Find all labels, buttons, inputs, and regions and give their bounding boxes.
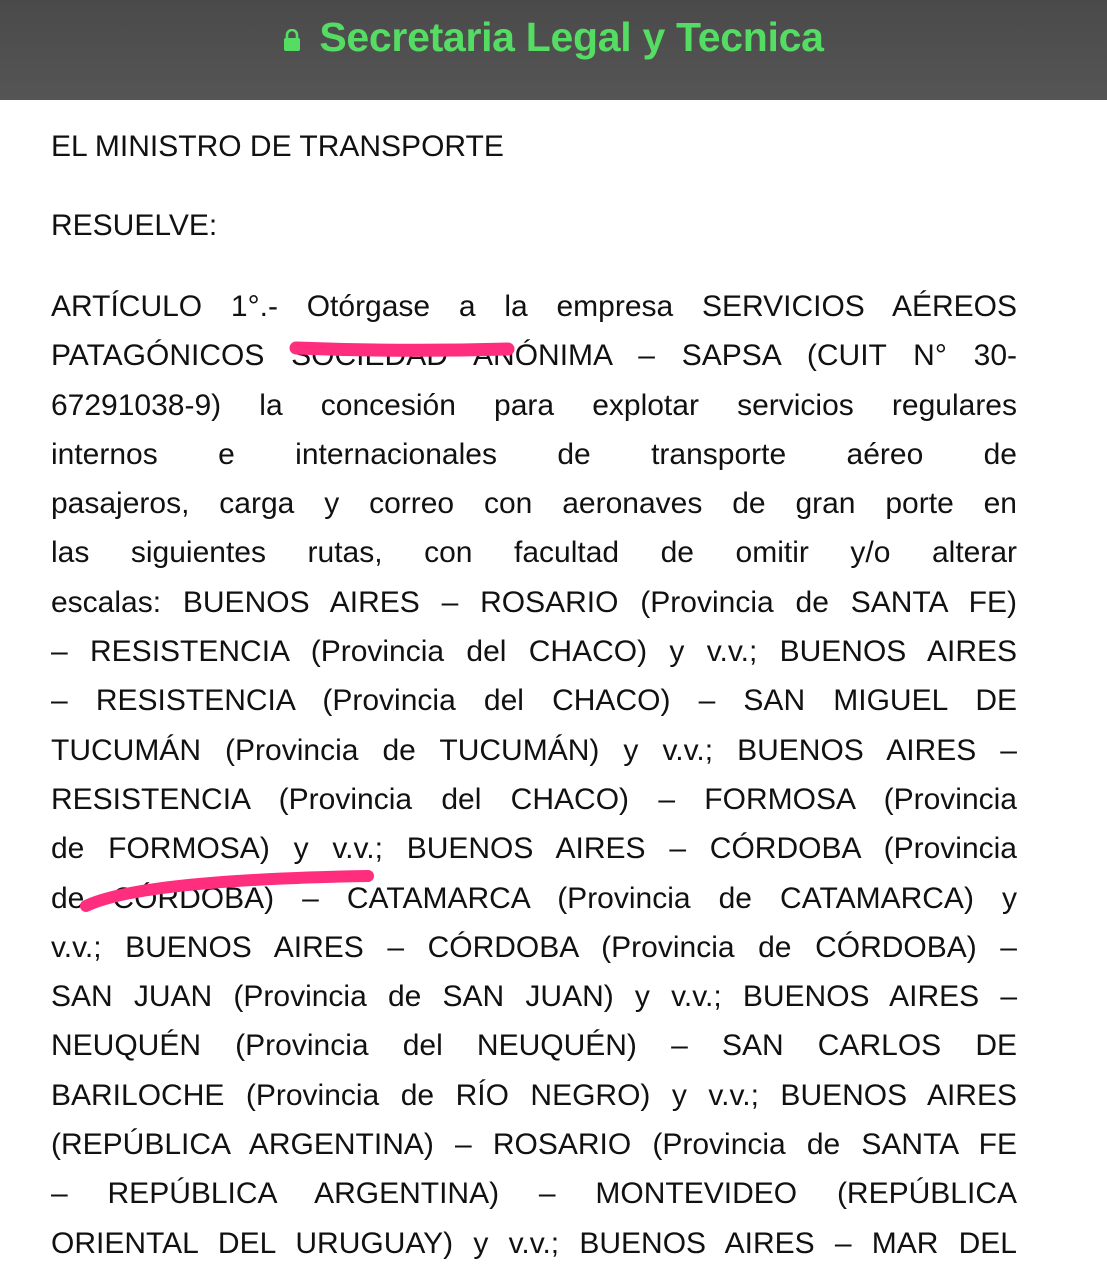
- article-line: – RESISTENCIA (Provincia del CHACO) y v.v.; BUENOS AIRES: [51, 635, 1017, 669]
- article-line: pasajeros, carga y correo con aeronaves de gran porte en: [51, 487, 1017, 521]
- article-line: – RESISTENCIA (Provincia del CHACO) – SAN MIGUEL DE: [51, 684, 1017, 718]
- article-line: las siguientes rutas, con facultad de omitir y/o alterar: [51, 536, 1017, 570]
- article-line: v.v.; BUENOS AIRES – CÓRDOBA (Provincia de CÓRDOBA) –: [51, 930, 1017, 964]
- article-line: BARILOCHE (Provincia de RÍO NEGRO) y v.v.; BUENOS AIRES: [51, 1078, 1017, 1112]
- article-line: internos e internacionales de transporte aéreo de: [51, 437, 1017, 471]
- browser-header: [0, 0, 1107, 100]
- article-line: PATAGÓNICOS SOCIEDAD ANÓNIMA – SAPSA (CUIT N° 30-: [51, 339, 1017, 373]
- article-line: ORIENTAL DEL URUGUAY) y v.v.; BUENOS AIRES – MAR DEL: [51, 1226, 1017, 1260]
- article-1-paragraph: [51, 286, 1017, 1272]
- article-line: ARTÍCULO 1°.- Otórgase a la empresa SERVICIOS AÉREOS: [51, 290, 1017, 323]
- article-line: 67291038-9) la concesión para explotar servicios regulares: [51, 388, 1017, 422]
- document-heading: EL MINISTRO DE TRANSPORTE: [51, 130, 504, 163]
- article-line: (REPÚBLICA ARGENTINA) – ROSARIO (Provincia de SANTA FE: [51, 1128, 1017, 1162]
- resolves-label: RESUELVE:: [51, 209, 218, 242]
- site-title: Secretaria Legal y Tecnica: [319, 14, 824, 60]
- article-line: SAN JUAN (Provincia de SAN JUAN) y v.v.; BUENOS AIRES –: [51, 980, 1017, 1014]
- article-line: RESISTENCIA (Provincia del CHACO) – FORMOSA (Provincia: [51, 782, 1017, 816]
- article-line: – REPÚBLICA ARGENTINA) – MONTEVIDEO (REPÚBLICA: [51, 1177, 1017, 1211]
- lock-icon: [283, 29, 301, 51]
- article-line: de FORMOSA) y v.v.; BUENOS AIRES – CÓRDOBA (Provincia: [51, 832, 1017, 866]
- article-line: NEUQUÉN (Provincia del NEUQUÉN) – SAN CARLOS DE: [51, 1029, 1017, 1063]
- article-line: de CÓRDOBA) – CATAMARCA (Provincia de CATAMARCA) y: [51, 881, 1017, 915]
- article-line: escalas: BUENOS AIRES – ROSARIO (Provincia de SANTA FE): [51, 585, 1017, 619]
- article-line: TUCUMÁN (Provincia de TUCUMÁN) y v.v.; BUENOS AIRES –: [51, 733, 1017, 767]
